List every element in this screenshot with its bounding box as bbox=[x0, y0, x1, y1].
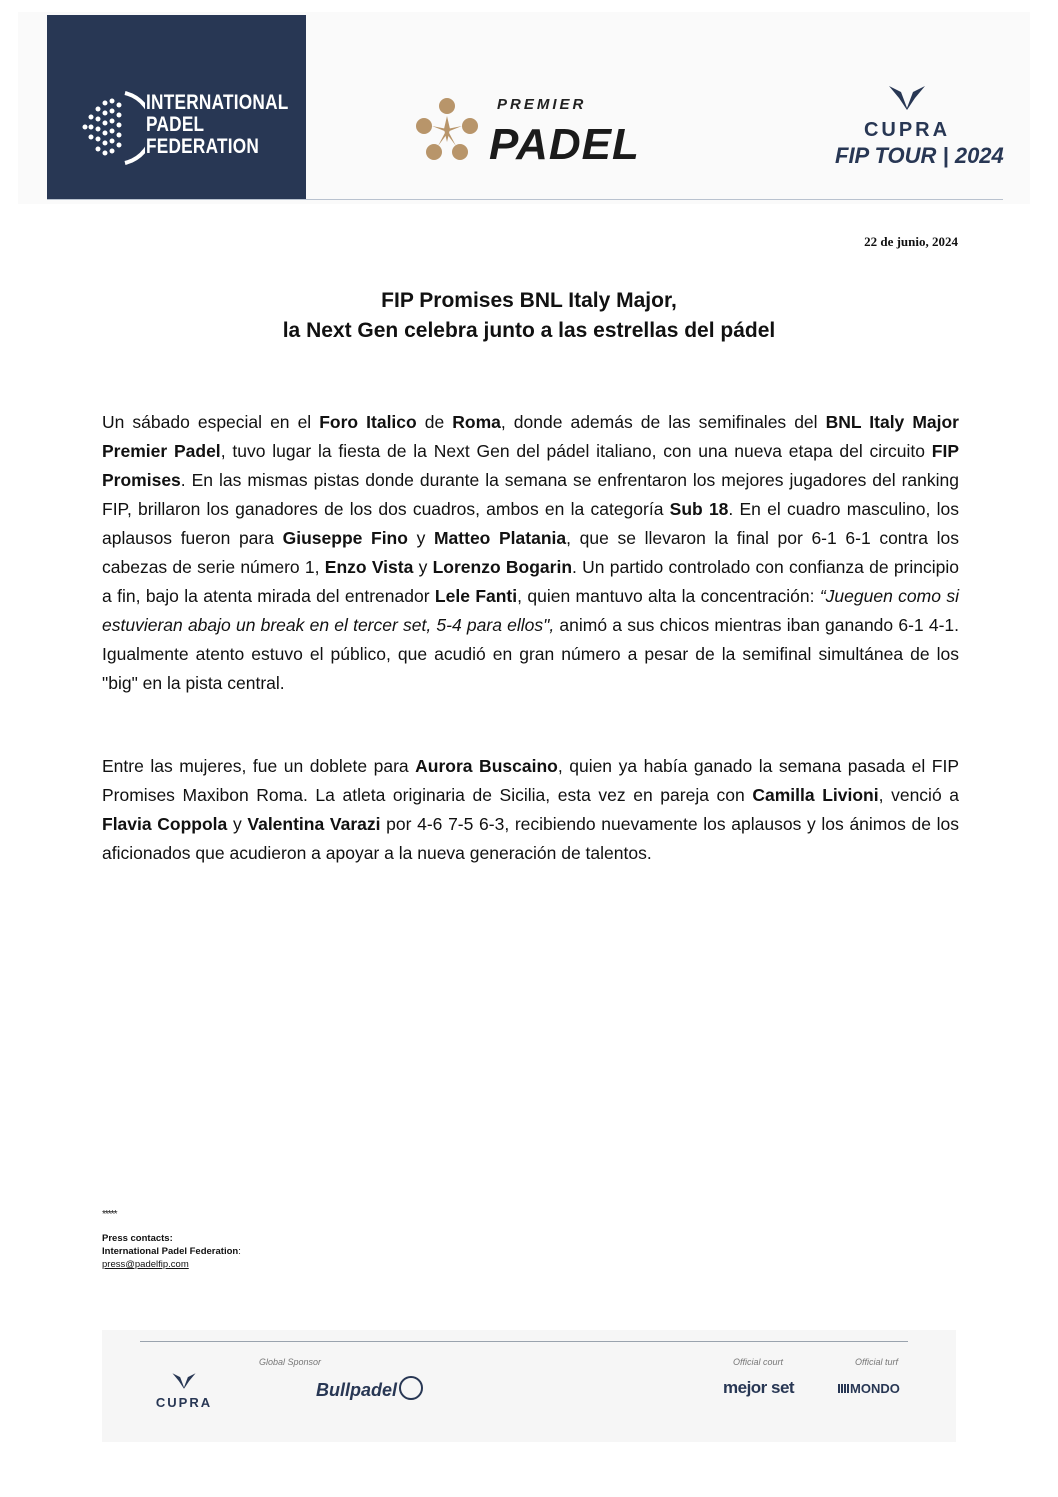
bold-run: Flavia Coppola bbox=[102, 814, 228, 834]
cupra-fip-tour-logo bbox=[835, 84, 1004, 169]
official-turf-label: Official turf bbox=[855, 1357, 899, 1367]
text-run: , que se llevaron la final por 6-1 6-1 contra los cabezas de serie número 1, bbox=[102, 528, 959, 577]
fip-line-1: INTERNATIONAL bbox=[146, 91, 289, 114]
text-run: y bbox=[227, 814, 248, 834]
text-run: de bbox=[416, 412, 453, 432]
fip-logo bbox=[47, 15, 306, 199]
premier-padel-flower-icon bbox=[414, 96, 480, 162]
text-run: . En las mismas pistas donde durante la semana se enfrentaron los mejores jugadores del ranking FIP, brillaron los ganadores de los dos cuadros, ambos en la categoría bbox=[102, 470, 959, 519]
document-date: 22 de junio, 2024 bbox=[864, 234, 958, 249]
press-release-title bbox=[0, 286, 1058, 346]
press-contacts-label: Press contacts: bbox=[102, 1233, 173, 1244]
bold-run: Camilla Livioni bbox=[752, 785, 879, 805]
fip-dots-icon bbox=[75, 83, 145, 173]
sponsor-divider bbox=[140, 1341, 908, 1342]
text-run: animó a sus chicos mientras iban ganando 6-1 4-1. Igualmente atento estuvo el público, que acudió en gran número a pesar de la semifinal simultánea de los "big" en la pista central. bbox=[102, 615, 959, 693]
header-divider bbox=[47, 199, 1003, 200]
bold-run: Aurora Buscaino bbox=[415, 756, 558, 776]
text-run: por 4-6 7-5 6-3, recibiendo nuevamente los aplausos y los ánimos de los aficionados que acudieron a apoyar a la nueva generación de talentos. bbox=[102, 814, 960, 863]
press-org: International Padel Federation bbox=[102, 1246, 239, 1257]
bold-run: Giuseppe Fino bbox=[282, 528, 408, 548]
text-run: . Un partido controlado con confianza de principio a fin, bajo la atenta mirada del entrenador bbox=[102, 557, 959, 606]
mondo-mark-icon bbox=[838, 1384, 850, 1393]
bold-run: Lele Fanti bbox=[434, 586, 518, 606]
press-email-link[interactable]: press@padelfip.com bbox=[102, 1259, 189, 1270]
bold-run: Lorenzo Bogarin bbox=[432, 557, 573, 577]
bold-run: Matteo Platania bbox=[433, 528, 567, 548]
fip-wordmark bbox=[146, 92, 289, 158]
cupra-sponsor-word: CUPRA bbox=[155, 1395, 213, 1410]
premier-label: PREMIER bbox=[497, 96, 587, 113]
bold-run: Sub 18 bbox=[669, 499, 729, 519]
bold-run: Valentina Varazi bbox=[247, 814, 381, 834]
cupra-sponsor-logo bbox=[134, 1372, 234, 1410]
bold-run: Foro Italico bbox=[319, 412, 417, 432]
text-run: , quien mantuvo alta la concentración: bbox=[517, 586, 820, 606]
text-run: Entre las mujeres, fue un doblete para bbox=[102, 756, 416, 776]
cupra-wordmark: CUPRA bbox=[863, 119, 951, 141]
press-org-suffix: : bbox=[238, 1246, 241, 1257]
bold-run: BNL Italy Major Premier Padel bbox=[102, 412, 959, 461]
fip-tour-2024: FIP TOUR | 2024 bbox=[835, 143, 1004, 168]
mondo-logo bbox=[838, 1381, 900, 1396]
bold-run: FIP Promises bbox=[102, 441, 959, 490]
fip-line-3: FEDERATION bbox=[146, 135, 260, 158]
official-court-label: Official court bbox=[733, 1357, 784, 1367]
text-run: , tuvo lugar la fiesta de la Next Gen del pádel italiano, con una nueva etapa del circuito bbox=[220, 441, 932, 461]
text-run: y bbox=[413, 557, 433, 577]
bullpadel-logo bbox=[316, 1376, 423, 1401]
text-run: , venció a bbox=[878, 785, 960, 805]
text-run: y bbox=[407, 528, 434, 548]
press-contacts bbox=[102, 1232, 241, 1271]
bold-run: Roma bbox=[452, 412, 501, 432]
bullpadel-mark-icon bbox=[399, 1376, 423, 1400]
text-run: , donde además de las semifinales del bbox=[500, 412, 826, 432]
text-run: , quien ya había ganado la semana pasada el FIP Promises Maxibon Roma. La atleta originaria de Sicilia, esta vez en pareja con bbox=[102, 756, 960, 805]
body-paragraph-1 bbox=[102, 408, 959, 698]
cupra-small-icon bbox=[171, 1372, 197, 1390]
separator-stars: ***** bbox=[102, 1209, 117, 1220]
title-line-2: la Next Gen celebra junto a las estrellas del pádel bbox=[282, 319, 776, 342]
text-run: Un sábado especial en el bbox=[102, 412, 320, 432]
body-paragraph-2 bbox=[102, 752, 959, 868]
global-sponsor-label: Global Sponsor bbox=[259, 1357, 322, 1367]
bold-run: Enzo Vista bbox=[324, 557, 414, 577]
bullpadel-word: Bullpadel bbox=[316, 1380, 398, 1400]
fip-line-2: PADEL bbox=[146, 113, 205, 136]
mondo-word: MONDO bbox=[850, 1381, 900, 1396]
quote-run: “Jueguen como si estuvieran abajo un break en el tercer set, 5-4 para ellos", bbox=[102, 586, 959, 635]
title-line-1: FIP Promises BNL Italy Major, bbox=[381, 289, 677, 312]
mejorset-logo: mejor set bbox=[723, 1378, 795, 1397]
text-run: . En el cuadro masculino, los aplausos fueron para bbox=[102, 499, 959, 548]
cupra-icon bbox=[887, 84, 927, 112]
padel-label: PADEL bbox=[489, 120, 640, 169]
